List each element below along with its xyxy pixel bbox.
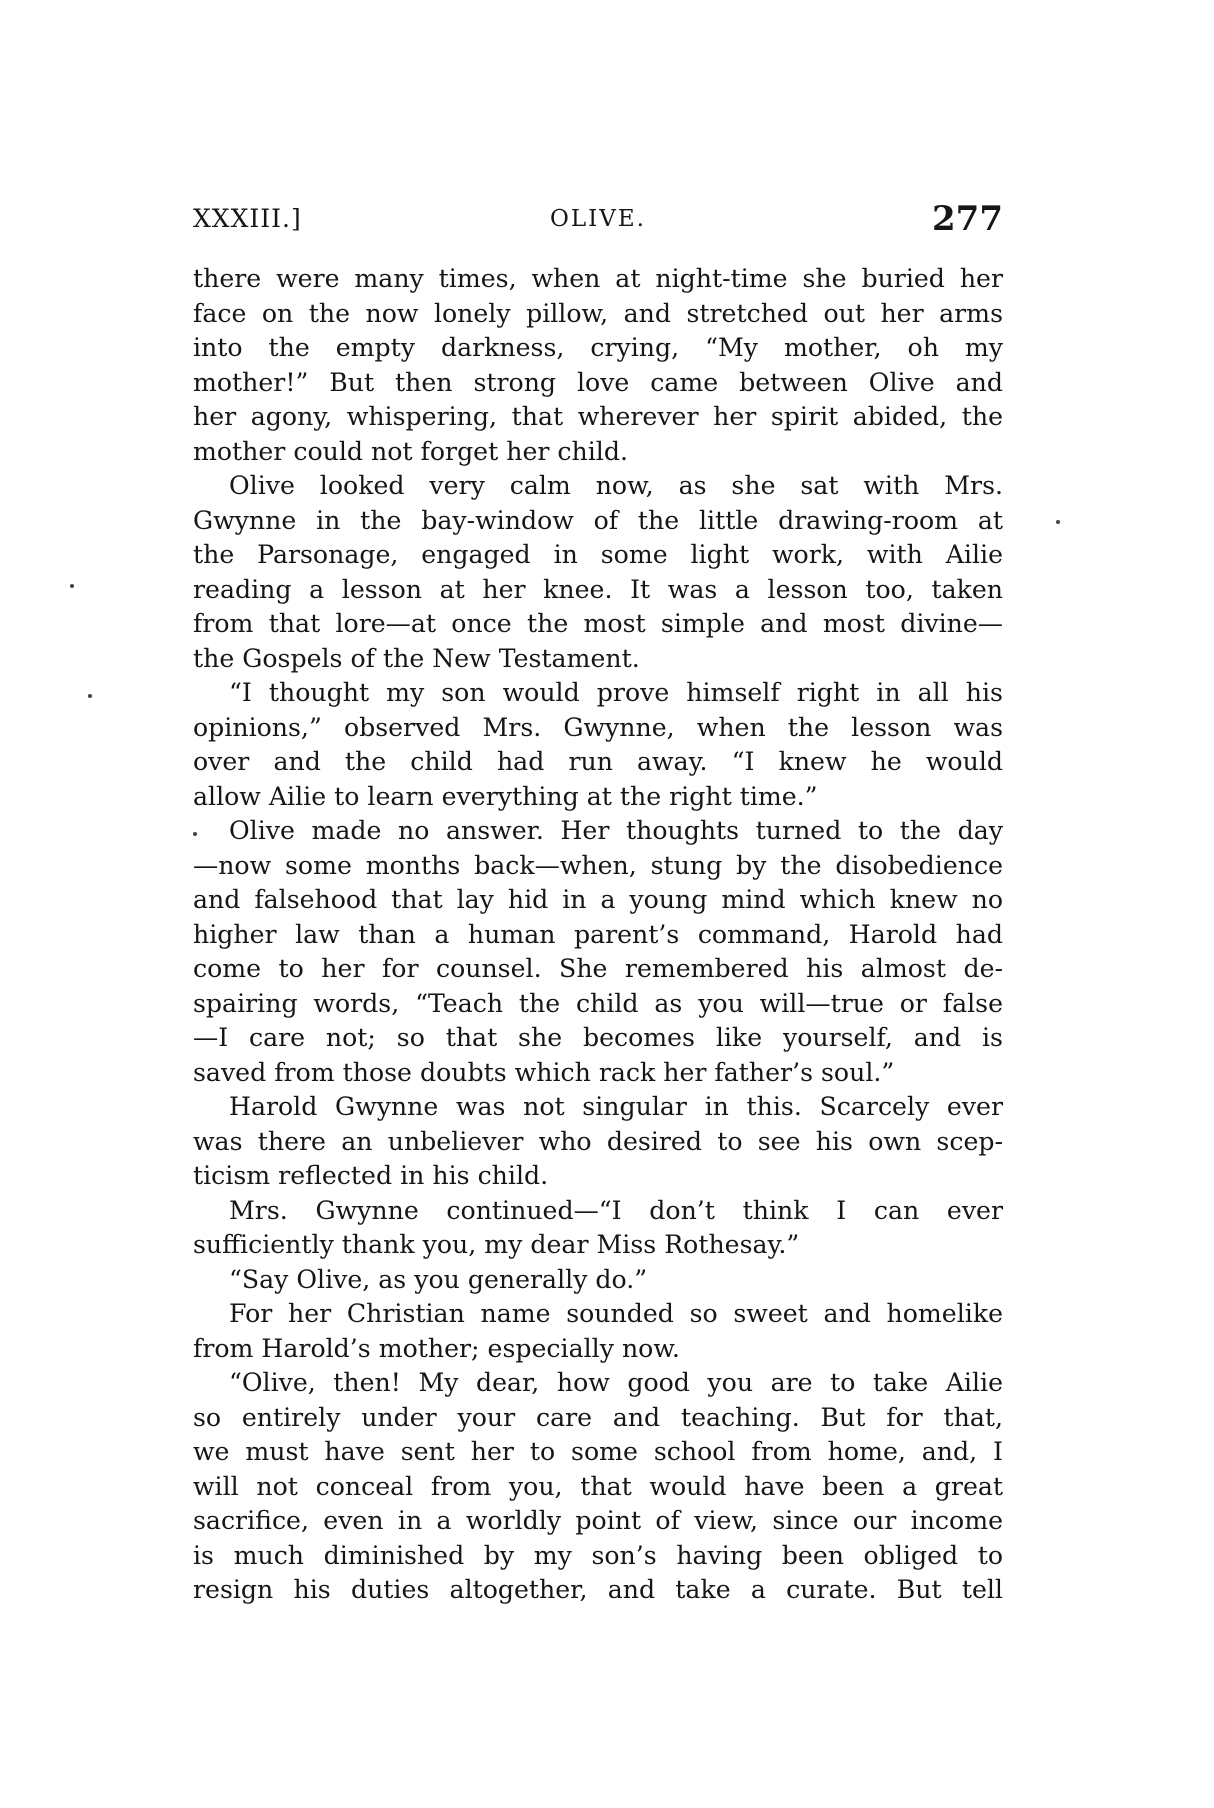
print-speck [1056,520,1060,524]
running-head [193,196,1003,242]
text-line: Olive made no answer. Her thoughts turned to the day [229,816,1003,845]
text-line: reading a lesson at her knee. It was a lesson too, taken [193,574,1003,604]
text-line: —I care not; so that she becomes like yourself, and is [193,1023,1003,1052]
chapter-number: XXXIII.] [193,204,302,233]
text-line: there were many times, when at night-time she buried her [193,264,1003,293]
text-line: is much diminished by my son’s having been obliged to [193,1540,1003,1570]
text-line: saved from those doubts which rack her father’s soul.” [193,1057,895,1087]
text-line: Gwynne in the bay-window of the little drawing-room at [193,505,1003,535]
text-line: mother!” But then strong love came between Olive and [193,367,1003,397]
text-line: For her Christian name sounded so sweet and homelike [229,1299,1003,1328]
text-line: resign his duties altogether, and take a curate. But tell [193,1575,1003,1604]
text-line: her agony, whispering, that wherever her spirit abided, the [193,402,1003,431]
text-line: Mrs. Gwynne continued—“I don’t think I can ever [229,1195,1003,1225]
text-line: “I thought my son would prove himself right in all his [229,678,1003,707]
text-line: Harold Gwynne was not singular in this. Scarcely ever [229,1092,1003,1121]
running-title: OLIVE. [550,206,646,232]
text-line: we must have sent her to some school from home, and, I [193,1437,1003,1466]
text-line: ticism reflected in his child. [193,1161,549,1190]
text-line: come to her for counsel. She remembered his almost de- [193,954,1003,983]
text-line: into the empty darkness, crying, “My mother, oh my [193,333,1003,362]
text-line: mother could not forget her child. [193,436,628,466]
text-line: was there an unbeliever who desired to see his own scep- [193,1126,1003,1156]
text-line: higher law than a human parent’s command, Harold had [193,919,1003,949]
text-line: sacrifice, even in a worldly point of view, since our income [193,1506,1003,1535]
text-line: opinions,” observed Mrs. Gwynne, when the lesson was [193,712,1003,742]
text-line: —now some months back—when, stung by the disobedience [193,850,1003,880]
text-line: spairing words, “Teach the child as you will—true or false [193,988,1003,1018]
text-line: sufficiently thank you, my dear Miss Rothesay.” [193,1230,800,1259]
text-line: “Say Olive, as you generally do.” [229,1264,648,1294]
text-line: face on the now lonely pillow, and stretched out her arms [193,298,1003,328]
print-speck [70,584,74,588]
text-line: over and the child had run away. “I knew he would [193,747,1003,776]
print-speck [88,694,92,698]
body-text [193,262,1003,1608]
print-speck [193,832,197,836]
text-line: will not conceal from you, that would have been a great [193,1471,1003,1501]
text-line: allow Ailie to learn everything at the right time.” [193,781,818,811]
text-line: so entirely under your care and teaching. But for that, [193,1402,1003,1432]
page-number: 277 [932,199,1003,239]
text-line: from that lore—at once the most simple and most divine— [193,609,1003,638]
text-line: “Olive, then! My dear, how good you are to take Ailie [229,1368,1003,1397]
text-line: from Harold’s mother; especially now. [193,1333,680,1363]
text-line: the Parsonage, engaged in some light work, with Ailie [193,540,1003,569]
text-line: Olive looked very calm now, as she sat with Mrs. [229,471,1003,500]
text-line: and falsehood that lay hid in a young mind which knew no [193,885,1003,914]
text-line: the Gospels of the New Testament. [193,643,640,673]
